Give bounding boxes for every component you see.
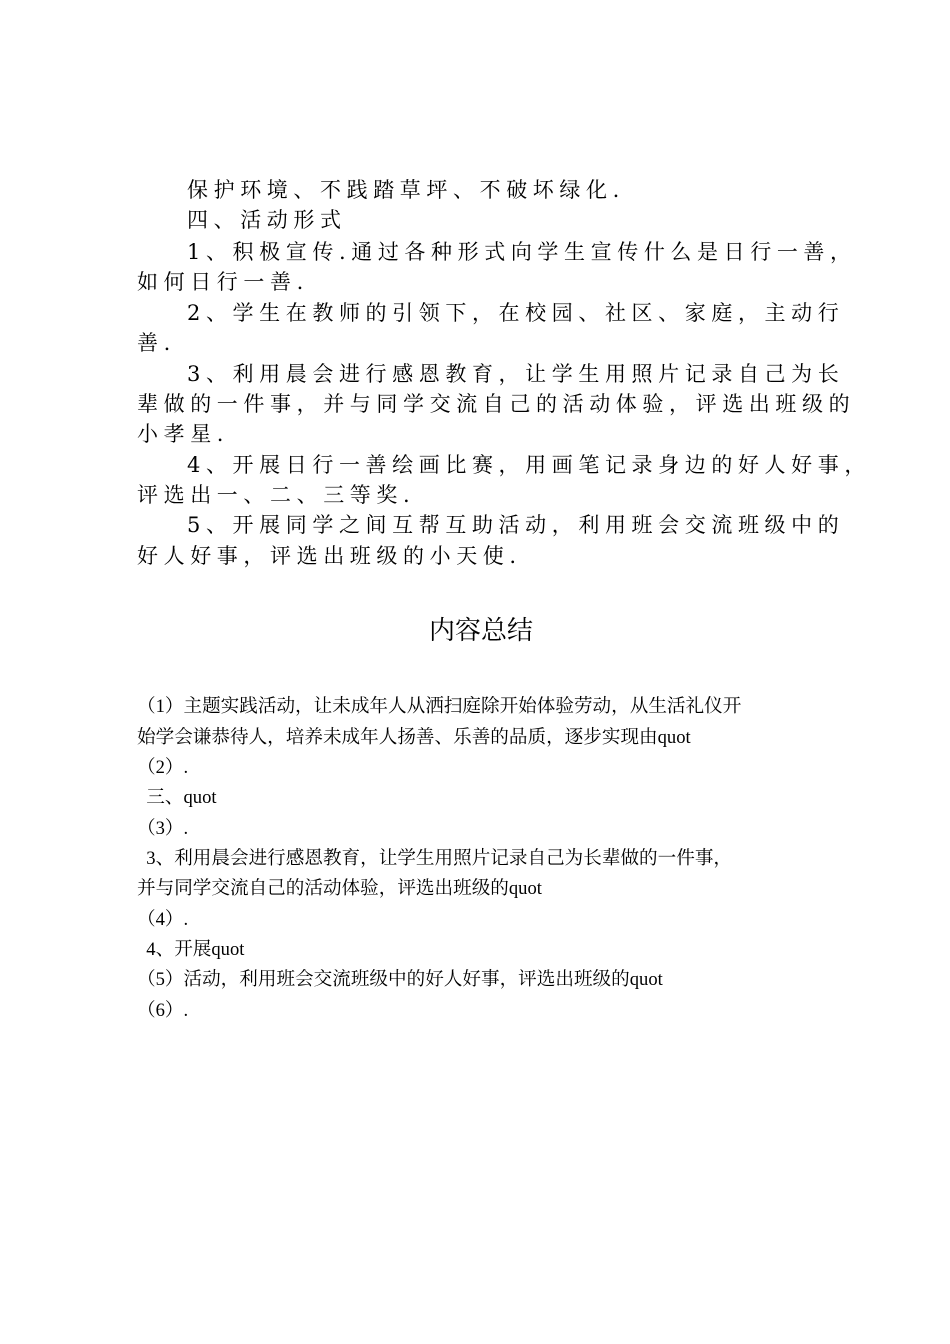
text-line: 辈做的一件事，并与同学交流自己的活动体验，评选出班级的	[137, 392, 856, 416]
text-line: 2、学生在教师的引领下，在校园、社区、家庭，主动行	[187, 301, 845, 325]
text-line: 3、利用晨会进行感恩教育，让学生用照片记录自己为长	[187, 362, 845, 386]
summary-line: 始学会谦恭待人，培养未成年人扬善、乐善的品质，逐步实现由quot	[137, 727, 691, 748]
summary-line: 并与同学交流自己的活动体验，评选出班级的quot	[137, 878, 542, 899]
text-line: 善.	[137, 331, 176, 355]
text-line: 小孝星.	[137, 422, 230, 446]
summary-line: （2）.	[137, 757, 189, 778]
summary-title: 内容总结	[428, 616, 533, 645]
text-line: 好人好事，评选出班级的小天使.	[137, 544, 522, 568]
text-line: 1、积极宣传.通过各种形式向学生宣传什么是日行一善，	[187, 240, 857, 264]
summary-line: 3、利用晨会进行感恩教育，让学生用照片记录自己为长辈做的一件事，	[137, 848, 733, 869]
summary-line: 三、quot	[137, 787, 217, 808]
summary-line: （4）.	[137, 909, 189, 930]
text-line: 5、开展同学之间互帮互助活动，利用班会交流班级中的	[187, 513, 845, 537]
text-line: 4、开展日行一善绘画比赛，用画笔记录身边的好人好事，	[187, 453, 871, 477]
section-heading: 四、活动形式	[187, 208, 347, 232]
summary-line: 4、开展quot	[137, 939, 245, 960]
text-line: 评选出一、二、三等奖.	[137, 483, 416, 507]
summary-line: （3）.	[137, 818, 189, 839]
text-line: 保护环境、不践踏草坪、不破坏绿化.	[187, 178, 625, 202]
summary-line: （5）活动，利用班会交流班级中的好人好事，评选出班级的quot	[137, 969, 663, 990]
summary-line: （1）主题实践活动，让未成年人从洒扫庭除开始体验劳动，从生活礼仪开	[137, 696, 742, 717]
text-line: 如何日行一善.	[137, 270, 309, 294]
summary-line: （6）.	[137, 1000, 189, 1021]
